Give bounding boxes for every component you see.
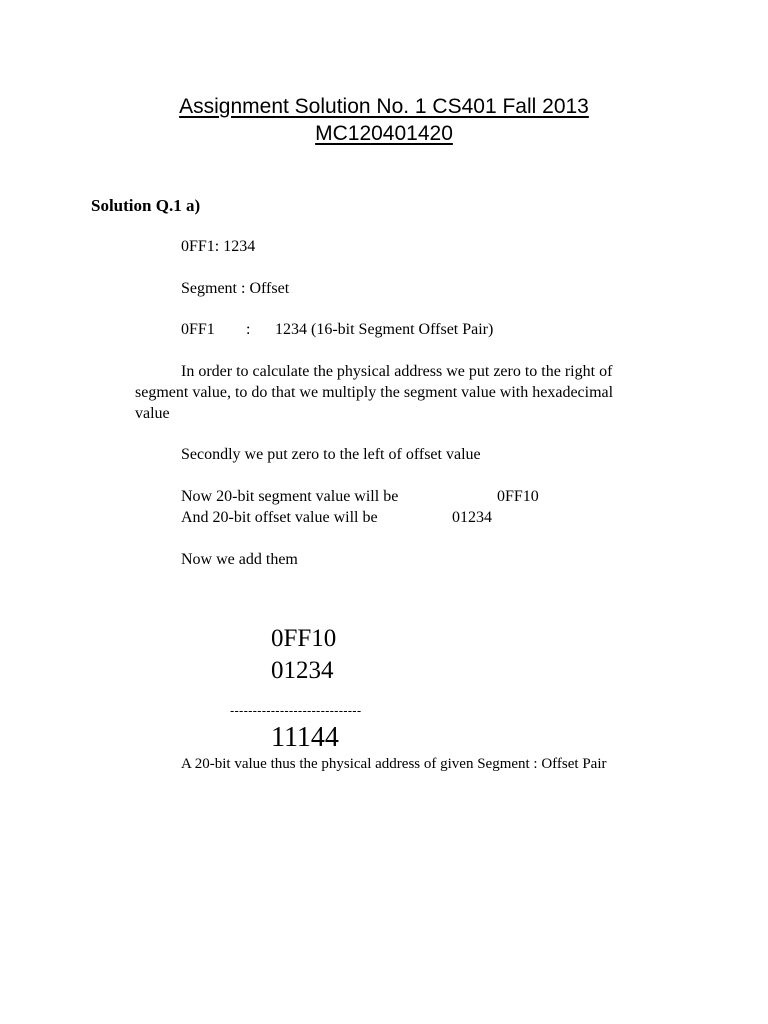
add-instruction: Now we add them — [181, 551, 298, 568]
offset-20bit-label: And 20-bit offset value will be — [181, 509, 378, 526]
conclusion-text: A 20-bit value thus the physical address of given Segment : Offset Pair — [181, 756, 607, 772]
pair-segment: 0FF1 — [181, 321, 215, 338]
pair-colon: : — [246, 321, 251, 338]
segment-offset-label: Segment : Offset — [181, 280, 290, 297]
segment-20bit-label: Now 20-bit segment value will be — [181, 488, 399, 505]
calc-divider: ----------------------------- — [230, 703, 362, 718]
document-title-line-1: Assignment Solution No. 1 CS401 Fall 2013 — [179, 95, 589, 118]
paragraph-1-line-3: value — [135, 405, 170, 422]
pair-offset: 1234 (16-bit Segment Offset Pair) — [275, 321, 494, 338]
segment-20bit-value: 0FF10 — [497, 488, 539, 505]
document-title-line-2: MC120401420 — [315, 122, 453, 145]
calc-result: 11144 — [271, 722, 339, 753]
calc-operand-1: 0FF10 — [271, 625, 337, 652]
paragraph-1-line-1: In order to calculate the physical address we put zero to the right of — [181, 363, 613, 380]
paragraph-2: Secondly we put zero to the left of offset value — [181, 446, 481, 463]
paragraph-1-line-2: segment value, to do that we multiply the segment value with hexadecimal — [135, 384, 614, 401]
offset-20bit-value: 01234 — [452, 509, 492, 526]
solution-heading: Solution Q.1 a) — [91, 196, 201, 215]
address-text: 0FF1: 1234 — [181, 238, 256, 255]
calc-operand-2: 01234 — [271, 657, 334, 684]
